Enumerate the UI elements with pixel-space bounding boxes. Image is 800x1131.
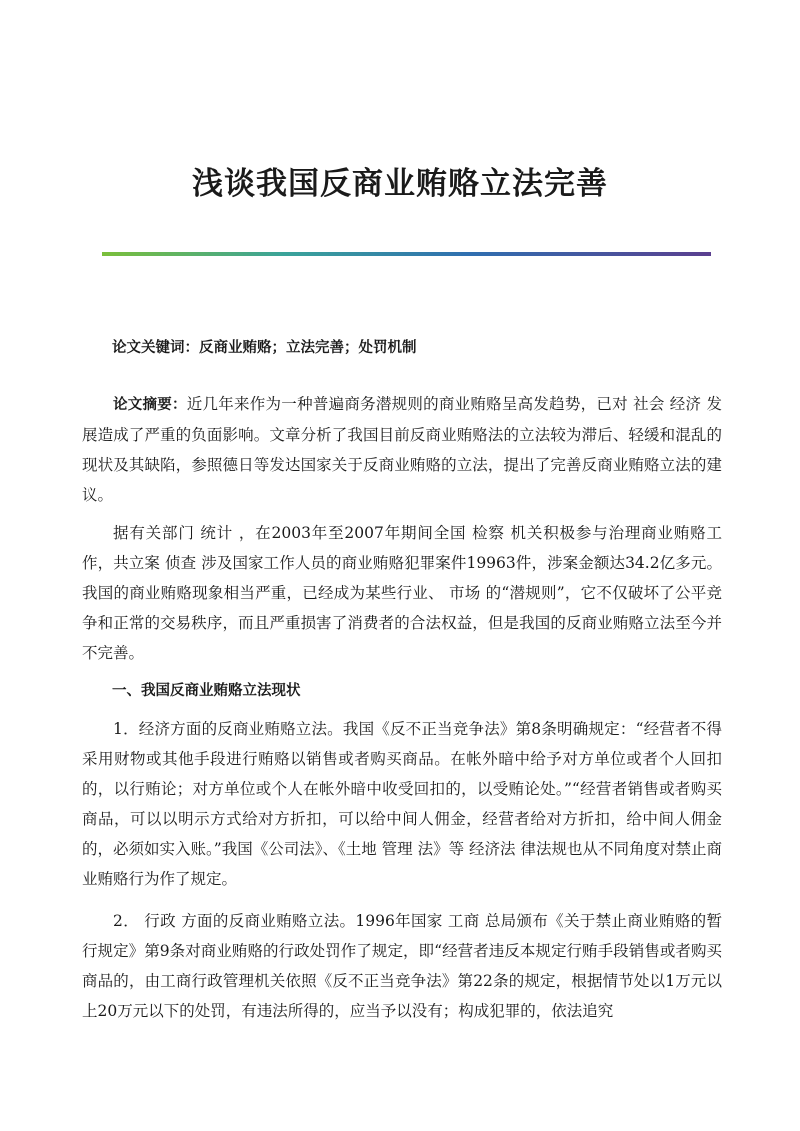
title-divider xyxy=(102,252,711,256)
body-paragraph-3: 2． 行政 方面的反商业贿赂立法。1996年国家 工商 总局颁布《关于禁止商业贿赂的暂行规定》第9条对商业贿赂的行政处罚作了规定，即“经营者违反本规定行贿手段销售或者购买商品的，由工商行政管理机关依照《反不正当竞争法》第22条的规定，根据情节处以1万元以上20万元以下的处罚，有违法所得的，应当予以没有；构成犯罪的，依法追究 xyxy=(82,912,722,1020)
abstract-paragraph xyxy=(82,389,722,510)
keywords-line: 论文关键词：反商业贿赂；立法完善；处罚机制 xyxy=(112,340,417,356)
body-paragraph-1: 据有关部门 统计 ，在2003年至2007年期间全国 检察 机关积极参与治理商业贿赂工作，共立案 侦查 涉及国家工作人员的商业贿赂犯罪案件19963件，涉案金额达34.2亿多元。我国的商业贿赂现象相当严重，已经成为某些行业、 市场 的“潜规则”，它不仅破坏了公平竞争和正常的交易秩序，而且严重损害了消费者的合法权益，但是我国的反商业贿赂立法至今并不完善。 xyxy=(82,524,722,662)
abstract-label: 论文摘要： xyxy=(113,397,187,413)
section-heading-1: 一、我国反商业贿赂立法现状 xyxy=(112,683,301,699)
body-paragraph-2: 1．经济方面的反商业贿赂立法。我国《反不正当竞争法》第8条明确规定：“经营者不得采用财物或其他手段进行贿赂以销售或者购买商品。在帐外暗中给予对方单位或者个人回扣的，以行贿论；对方单位或个人在帐外暗中收受回扣的，以受贿论处。”“经营者销售或者购买商品，可以以明示方式给对方折扣，可以给中间人佣金，经营者给对方折扣，给中间人佣金的，必须如实入账。”我国《公司法》、《土地 管理 法》等 经济法 律法规也从不同角度对禁止商业贿赂行为作了规定。 xyxy=(82,720,722,888)
abstract-text: 近几年来作为一种普遍商务潜规则的商业贿赂呈高发趋势，已对 社会 经济 发展造成了严重的负面影响。文章分析了我国目前反商业贿赂法的立法较为滞后、轻缓和混乱的现状及其缺陷，参照德日等发达国家关于反商业贿赂的立法，提出了完善反商业贿赂立法的建议。 xyxy=(82,395,722,504)
document-body xyxy=(82,333,722,1034)
document-title: 浅谈我国反商业贿赂立法完善 xyxy=(192,166,608,202)
